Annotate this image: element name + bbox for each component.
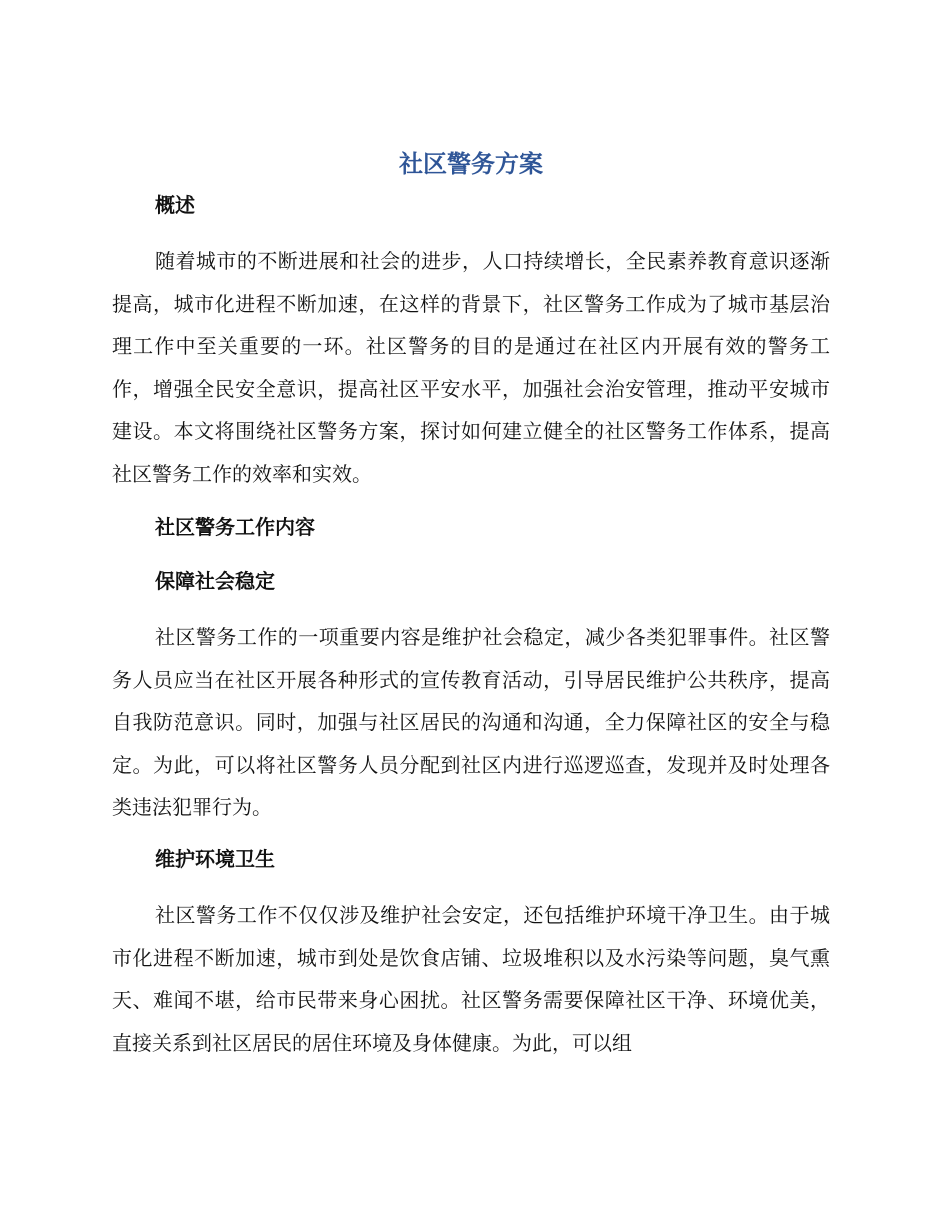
paragraph-social-stability: 社区警务工作的一项重要内容是维护社会稳定，减少各类犯罪事件。社区警务人员应当在社区开展各种形式的宣传教育活动，引导居民维护公共秩序，提高自我防范意识。同时，加强与社区居民的沟通和沟通，全力保障社区的安全与稳定。为此，可以将社区警务人员分配到社区内进行巡逻巡查，发现并及时处理各类违法犯罪行为。 [112, 625, 830, 819]
section-heading-overview: 概述 [155, 193, 195, 217]
paragraph-overview: 随着城市的不断进展和社会的进步，人口持续增长，全民素养教育意识逐渐提高，城市化进程不断加速，在这样的背景下，社区警务工作成为了城市基层治理工作中至关重要的一环。社区警务的目的是通过在社区内开展有效的警务工作，增强全民安全意识，提高社区平安水平，加强社会治安管理，推动平安城市建设。本文将围绕社区警务方案，探讨如何建立健全的社区警务工作体系，提高社区警务工作的效率和实效。 [112, 249, 830, 486]
paragraph-environment-sanitation: 社区警务工作不仅仅涉及维护社会安定，还包括维护环境干净卫生。由于城市化进程不断加速，城市到处是饮食店铺、垃圾堆积以及水污染等问题，臭气熏天、难闻不堪，给市民带来身心困扰。社区警务需要保障社区干净、环境优美，直接关系到社区居民的居住环境及身体健康。为此，可以组 [112, 903, 830, 1055]
section-heading-environment-sanitation: 维护环境卫生 [155, 847, 275, 871]
section-heading-social-stability: 保障社会稳定 [155, 569, 275, 593]
section-heading-work-content: 社区警务工作内容 [155, 515, 315, 539]
document-title: 社区警务方案 [399, 150, 543, 178]
